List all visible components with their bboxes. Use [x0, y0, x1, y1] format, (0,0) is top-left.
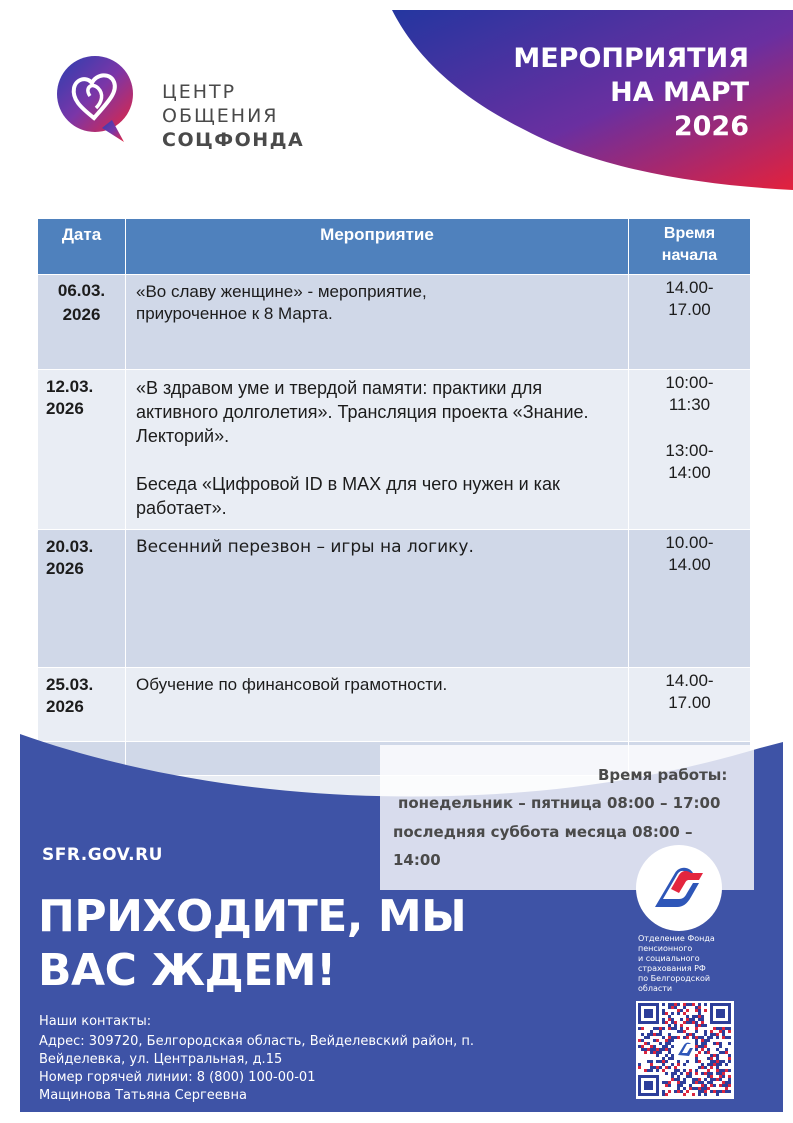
- working-hours-saturday-line-1: последняя суббота месяца 08:00 –: [393, 823, 693, 841]
- page-title: [513, 42, 749, 144]
- slogan: [38, 890, 466, 998]
- contacts: [39, 1013, 474, 1105]
- row-2-time-line-3: 13:00-: [665, 441, 714, 460]
- qr-code-icon: [638, 1003, 732, 1097]
- website-link[interactable]: SFR.GOV.RU: [42, 845, 163, 865]
- logo: [50, 52, 350, 162]
- col-header-date: Дата: [38, 219, 126, 275]
- heart-chat-logo-icon: [50, 52, 150, 152]
- sfr-logo-icon: [649, 863, 709, 913]
- row-4-date-line-2: 2026: [46, 697, 84, 716]
- row-4-event: Обучение по финансовой грамотности.: [126, 668, 629, 742]
- row-3-date: [38, 530, 126, 668]
- row-3-date-line-2: 2026: [46, 559, 84, 578]
- title-line-1: МЕРОПРИЯТИЯ: [513, 43, 749, 74]
- org-caption-line-4: страхования РФ: [638, 964, 706, 973]
- hotline: Номер горячей линии: 8 (800) 100-00-01: [39, 1070, 316, 1085]
- row-4-date-line-1: 25.03.: [46, 675, 94, 694]
- row-3-time-line-1: 10.00-: [665, 533, 714, 552]
- qr-code[interactable]: [636, 1001, 734, 1099]
- col-header-time-line-1: Время: [663, 225, 716, 242]
- address-line-1: Адрес: 309720, Белгородская область, Вейделевский район, п.: [39, 1034, 475, 1049]
- table-row: [38, 530, 751, 668]
- row-1-date: [38, 275, 126, 370]
- row-3-event: Весенний перезвон – игры на логику.: [126, 530, 629, 668]
- row-2-time-line-4: 14:00: [668, 463, 711, 482]
- row-1-event: [126, 275, 629, 370]
- org-caption-line-5: по Белгородской: [638, 974, 711, 983]
- logo-text: [162, 80, 304, 152]
- title-line-2: НА МАРТ: [610, 77, 749, 108]
- col-header-event: Мероприятие: [126, 219, 629, 275]
- logo-line-2: ОБЩЕНИЯ: [162, 105, 279, 127]
- org-caption-line-3: и социального: [638, 954, 700, 963]
- address-line-2: Вейделевка, ул. Центральная, д.15: [39, 1052, 283, 1067]
- row-1-event-line-1: «Во славу женщине» - мероприятие,: [136, 282, 427, 301]
- row-4-time-line-1: 14.00-: [665, 671, 714, 690]
- org-caption-line-1: Отделение Фонда: [638, 934, 715, 943]
- logo-line-3: СОЦФОНДА: [162, 129, 305, 151]
- sfr-logo-badge: [636, 845, 722, 931]
- row-1-date-text: 06.03. 2026: [57, 281, 106, 324]
- row-1-time-line-1: 14.00-: [665, 278, 714, 297]
- row-2-time: [629, 370, 751, 530]
- title-line-3: 2026: [673, 111, 749, 142]
- row-2-time-line-2: 11:30: [668, 395, 711, 414]
- row-2-date: [38, 370, 126, 530]
- table-row: [38, 370, 751, 530]
- table-row: [38, 275, 751, 370]
- row-2-time-gap: [633, 416, 746, 440]
- table-header-row: [38, 219, 751, 275]
- row-1-time: [629, 275, 751, 370]
- working-hours-weekdays: понедельник – пятница 08:00 – 17:00: [398, 794, 721, 812]
- slogan-line-1: ПРИХОДИТЕ, МЫ: [38, 891, 467, 942]
- row-2-time-line-1: 10:00-: [665, 373, 714, 392]
- slogan-line-2: ВАС ЖДЕМ!: [38, 945, 336, 996]
- row-3-time-line-2: 14.00: [668, 555, 711, 574]
- row-2-event-part-2: Беседа «Цифровой ID в MAX для чего нужен и как работает».: [136, 474, 560, 518]
- working-hours-title: Время работы:: [598, 766, 728, 784]
- row-1-event-line-2: приуроченное к 8 Марта.: [136, 304, 333, 323]
- row-2-date-line-1: 12.03.: [46, 377, 94, 396]
- org-caption: [638, 934, 715, 994]
- row-1-time-line-2: 17.00: [668, 300, 711, 319]
- org-caption-line-2: пенсионного: [638, 944, 693, 953]
- row-3-time: [629, 530, 751, 668]
- row-2-date-line-2: 2026: [46, 399, 84, 418]
- row-2-event: [126, 370, 629, 530]
- working-hours-saturday-line-2: 14:00: [393, 851, 441, 869]
- row-4-time-line-2: 17.00: [668, 693, 711, 712]
- logo-line-1: ЦЕНТР: [162, 81, 237, 103]
- row-2-event-gap: [136, 448, 620, 472]
- col-header-time-line-2: начала: [661, 247, 718, 264]
- col-header-time: [629, 219, 751, 275]
- row-3-date-line-1: 20.03.: [46, 537, 94, 556]
- org-caption-line-6: области: [638, 984, 673, 993]
- row-2-event-part-1: «В здравом уме и твердой памяти: практики для активного долголетия». Трансляция проекта «Знание. Лекторий».: [136, 378, 589, 446]
- contact-person: Мащинова Татьяна Сергеевна: [39, 1088, 247, 1103]
- contacts-title: Наши контакты:: [39, 1014, 152, 1029]
